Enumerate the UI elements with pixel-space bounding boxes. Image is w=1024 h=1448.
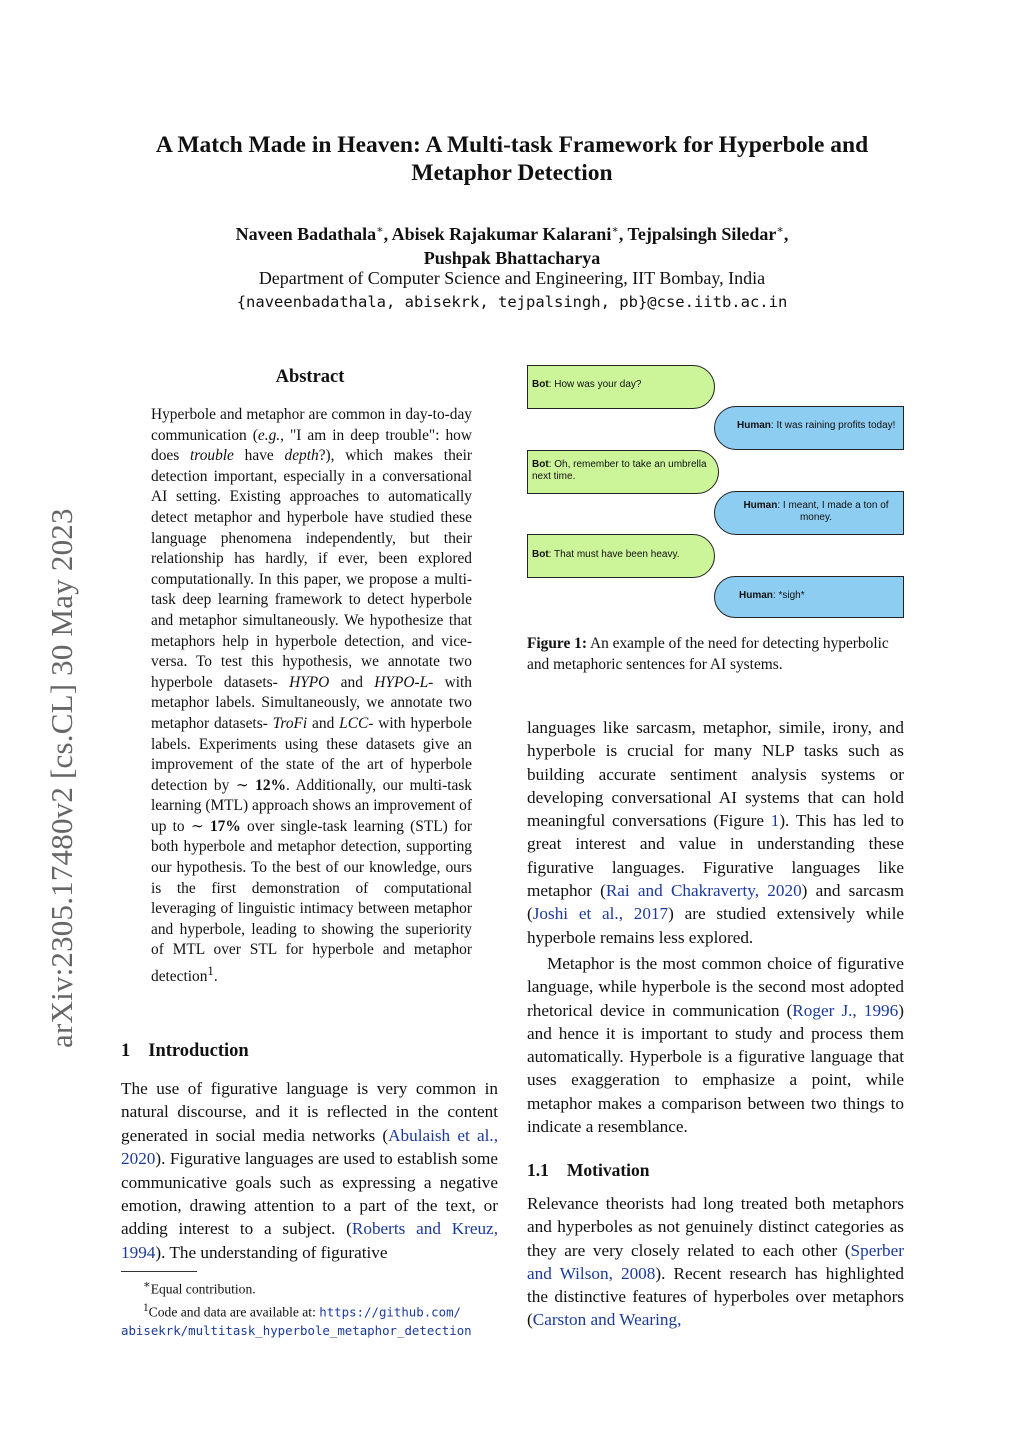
citation-link[interactable]: Carston and Wearing, [532, 1310, 682, 1330]
chat-bubble-human: Human: I meant, I made a ton of money. [714, 491, 904, 535]
author-2: Abisek Rajakumar Kalarani [391, 224, 612, 244]
chat-bubble-bot: Bot: That must have been heavy. [527, 534, 715, 578]
code-url-link-continued[interactable]: abisekrk/multitask_hyperbole_metaphor_detection [121, 1323, 472, 1339]
paper-title [100, 131, 924, 187]
motivation-body: Relevance theorists had long treated both metaphors and hyperboles as not genuinely distinct categories as they are very closely related to each other (Sperber and Wilson, 2008). Recent research has highlighted the distinctive features of hyperboles over metaphors (Carston and Wearing, [527, 1194, 905, 1330]
code-url-link[interactable]: https://github.com/ [319, 1304, 462, 1320]
citation-link[interactable]: Roger J., 1996 [792, 1000, 899, 1020]
citation-link[interactable]: Joshi et al., 2017 [532, 904, 669, 924]
chat-bubble-human: Human: It was raining profits today! [714, 406, 904, 450]
paragraph: Metaphor is the most common choice of figurative language, while hyperbole is the second most adopted rhetorical device in communication (Roger J., 1996) and hence it is important to study and process them automatically. Hyperbole is a figurative language that uses exaggeration to emphasize a point, while metaphor makes a comparison between two things to indicate a resemblance. [527, 953, 904, 1137]
title-line-2: Metaphor Detection [411, 160, 613, 186]
title-line-1: A Match Made in Heaven: A Multi-task Framework for Hyperbole and [155, 132, 869, 158]
footnote-ref-1: 1 [207, 964, 214, 979]
citation-link[interactable]: Rai and Chakraverty, 2020 [605, 881, 802, 901]
arxiv-stamp: arXiv:2305.17480v2 [cs.CL] 30 May 2023 [44, 508, 79, 1048]
affiliation: Department of Computer Science and Engineering, IIT Bombay, India [258, 268, 766, 288]
figure-ref-link[interactable]: 1 [770, 811, 780, 831]
author-1: Naveen Badathala [235, 224, 377, 244]
chat-bubble-human: Human: *sigh* [714, 576, 904, 618]
section-heading-introduction: 1 Introduction [121, 1041, 249, 1061]
figure-1-caption: Figure 1: An example of the need for detecting hyperbolic and metaphoric sentences for AI systems. [527, 635, 889, 673]
equal-contribution-mark: ∗ [376, 224, 384, 236]
citation-link[interactable]: Roberts and Kreuz, 1994 [121, 1219, 498, 1262]
author-list: Naveen Badathala∗, Abisek Rajakumar Kalarani∗, Tejpalsingh Siledar∗, Pushpak Bhattacharya [100, 218, 924, 270]
right-column-body [527, 716, 904, 1138]
footnote-equal-contribution: Equal contribution. [150, 1281, 256, 1297]
equal-contribution-mark: ∗ [611, 224, 619, 236]
footnote-divider [121, 1271, 197, 1272]
chat-bubble-bot: Bot: How was your day? [527, 365, 715, 409]
citation-link[interactable]: Abulaish et al., 2020 [121, 1125, 498, 1169]
footnotes: ∗Equal contribution. $^1$Code and data are available at: https://github.com/ abisekrk/multitask_hyperbole_metaphor_detection [121, 1279, 472, 1339]
author-emails: {naveenbadathala, abisekrk, tejpalsingh, pb}@cse.iitb.ac.in [236, 293, 788, 311]
introduction-body: The use of figurative language is very common in natural discourse, and it is reflected in the content generated in social media networks (Abulaish et al., 2020). Figurative languages are used to establish some communicative goals such as expressing a negative emotion, drawing attention to a part of the text, or adding interest to a subject. (Roberts and Kreuz, 1994). The understanding of figurative [121, 1079, 498, 1262]
author-3: Tejpalsingh Siledar [627, 224, 777, 244]
author-4: Pushpak Bhattacharya [423, 248, 601, 268]
subsection-heading-motivation: 1.1 Motivation [527, 1160, 650, 1180]
equal-contribution-mark: ∗ [776, 224, 784, 236]
abstract-body: Hyperbole and metaphor are common in day-to-day communication (e.g., "I am in deep trouble": how does trouble have depth?), which makes their detection important, especially in a conversational AI setting. Existing approaches to automatically detect metaphor and hyperbole have studied these language phenomena independently, but their relationship has hardly, if ever, been explored computationally. In this paper, we propose a multi-task deep learning framework to detect hyperbole and metaphor simultaneously. We hypothesize that metaphors help in hyperbole detection, and vice-versa. To test this hypothesis, we annotate two hyperbole datasets- HYPO and HYPO-L- with metaphor labels. Simultaneously, we annotate two metaphor datasets- TroFi and LCC- with hyperbole labels. Experiments using these datasets give an improvement of the state of the art of hyperbole detection by ∼ 12%. Additionally, our multi-task learning (MTL) approach shows an improvement of up to ∼ 17% over single-task learning (STL) for both hyperbole and metaphor detection, supporting our hypothesis. To the best of our knowledge, ours is the first demonstration of computational leveraging of linguistic intimacy between metaphor and hyperbole, leading to showing the superiority of MTL over STL for hyperbole and metaphor detection$^1$. [151, 406, 473, 986]
paragraph: languages like sarcasm, metaphor, simile, irony, and hyperbole is crucial for many NLP tasks such as building accurate sentiment analysis systems or developing conversational AI systems that can hold meaningful conversations (Figure 1). This has led to great interest and value in understanding these figurative languages. Figurative languages like metaphor (Rai and Chakraverty, 2020) and sarcasm (Joshi et al., 2017) are studied extensively while hyperbole remains less explored. [527, 718, 904, 947]
chat-bubble-bot: Bot: Oh, remember to take an umbrella next time. [527, 450, 719, 494]
abstract-heading: Abstract [275, 367, 345, 387]
citation-link[interactable]: Sperber and Wilson, 2008 [527, 1240, 904, 1283]
